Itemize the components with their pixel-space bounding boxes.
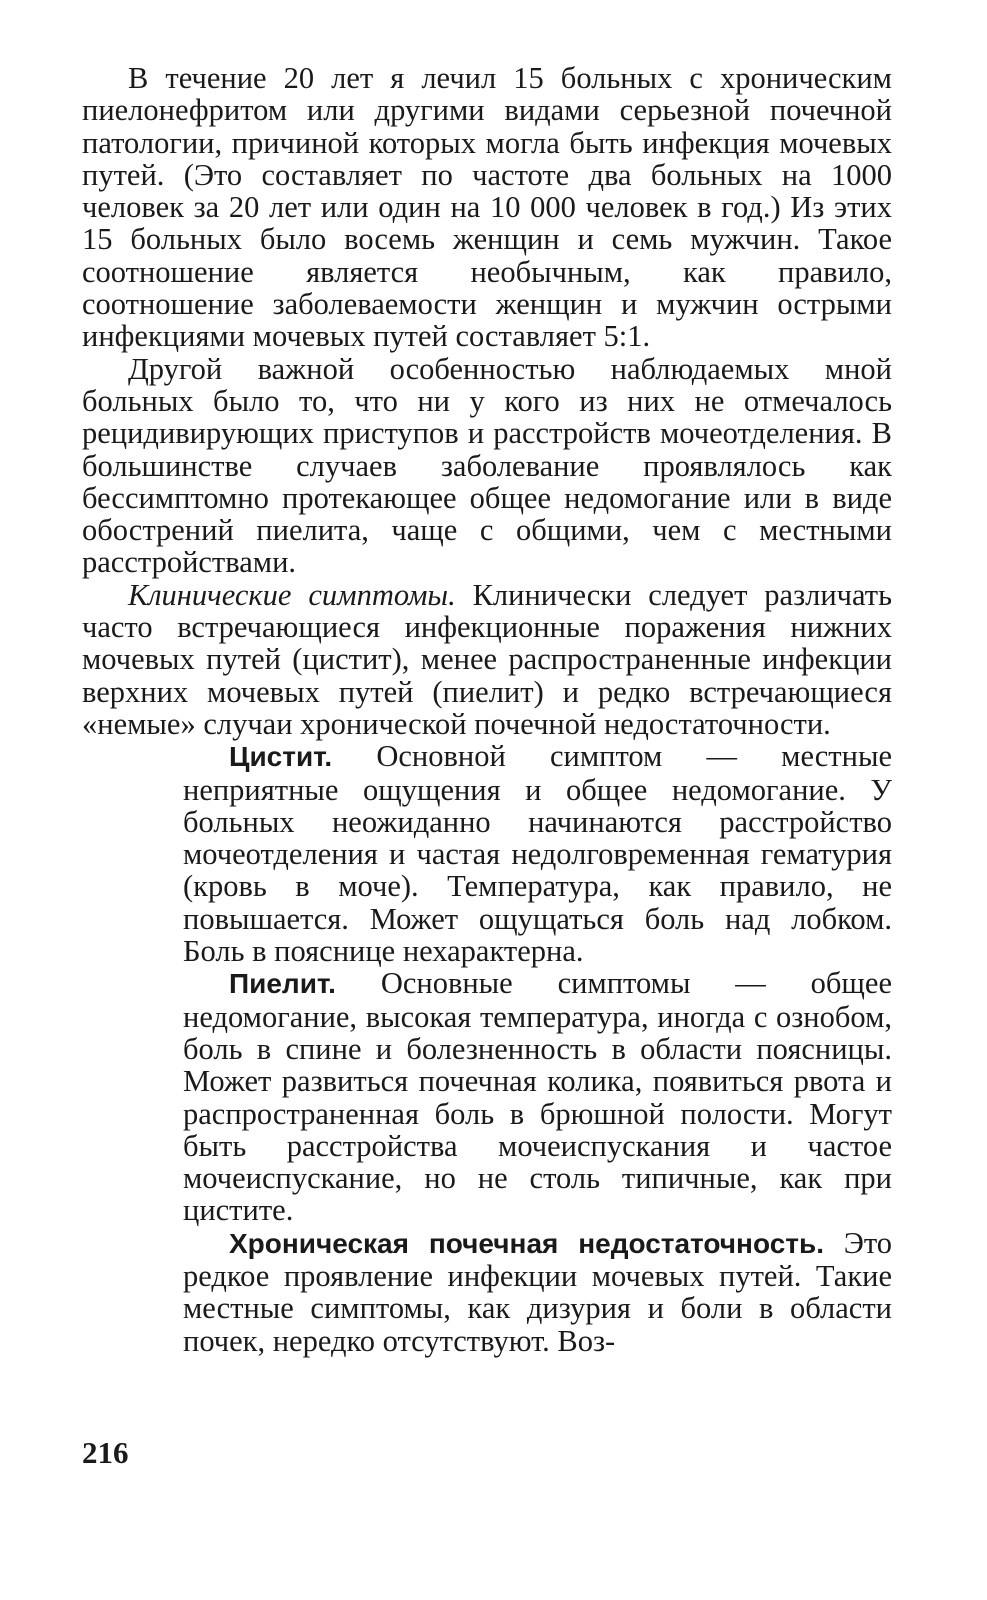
paragraph-cystitis (183, 740, 892, 967)
clinical-symptoms-heading: Клинические симптомы. (128, 577, 456, 612)
chronic-renal-failure-text: Это редкое проявление инфекции мочевых путей. Такие местные симптомы, как дизурия и боли в области почек, нередко отсутствуют. Воз- (183, 1225, 892, 1358)
chronic-renal-failure-heading: Хроническая почечная недостаточность. (229, 1227, 824, 1259)
cystitis-text: Основной симптом — местные неприятные ощущения и общее недомогание. У больных неожиданно начинаются расстройство мочеотделения и частая недолговременная гематурия (кровь в моче). Температура, как правило, не повышается. Может ощущаться боль над лобком. Боль в пояснице нехарактерна. (183, 739, 892, 969)
paragraph-2 (82, 353, 892, 579)
paragraph-1-text: В течение 20 лет я лечил 15 больных с хроническим пиелонефритом или другими видами серьезной почечной патологии, причиной которых могла быть инфекция мочевых путей. (Это составляет по частоте два больных на 1000 человек за 20 лет или один на 10 000 человек в год.) Из этих 15 больных было восемь женщин и семь мужчин. Такое соотношение является необычным, как правило, соотношение заболеваемости женщин и мужчин острыми инфекциями мочевых путей составляет 5:1. (82, 61, 892, 354)
paragraph-2-text: Другой важной особенностью наблюдаемых мной больных было то, что ни у кого из них не отмечалось рецидивирующих приступов и расстройств мочеотделения. В большинстве случаев заболевание проявлялось как бессимптомно протекающее общее недомогание или в виде обострений пиелита, чаще с общими, чем с местными расстройствами. (82, 351, 892, 580)
paragraph-1 (82, 62, 892, 353)
paragraph-clinical-symptoms (82, 579, 892, 740)
cystitis-heading: Цистит. (229, 741, 333, 773)
paragraph-chronic-renal-failure (183, 1227, 892, 1357)
paragraph-pyelitis (183, 967, 892, 1226)
page-number: 216 (82, 1435, 129, 1470)
clinical-symptoms-text: Клинически следует различать часто встречающиеся инфекционные поражения нижних мочевых путей (цистит), менее распространенные инфекции верхних мочевых путей (пиелит) и редко встречающиеся «немые» случаи хронической почечной недостаточности. (82, 577, 892, 741)
pyelitis-heading: Пиелит. (229, 968, 336, 1000)
pyelitis-text: Основные симптомы — общее недомогание, высокая температура, иногда с ознобом, боль в спине и болезненность в области поясницы. Может развиться почечная колика, появиться рвота и распространенная боль в брюшной полости. Могут быть расстройства мочеиспускания и частое мочеиспускание, но не столь типичные, как при цистите. (183, 966, 892, 1228)
page-text (82, 62, 892, 1357)
